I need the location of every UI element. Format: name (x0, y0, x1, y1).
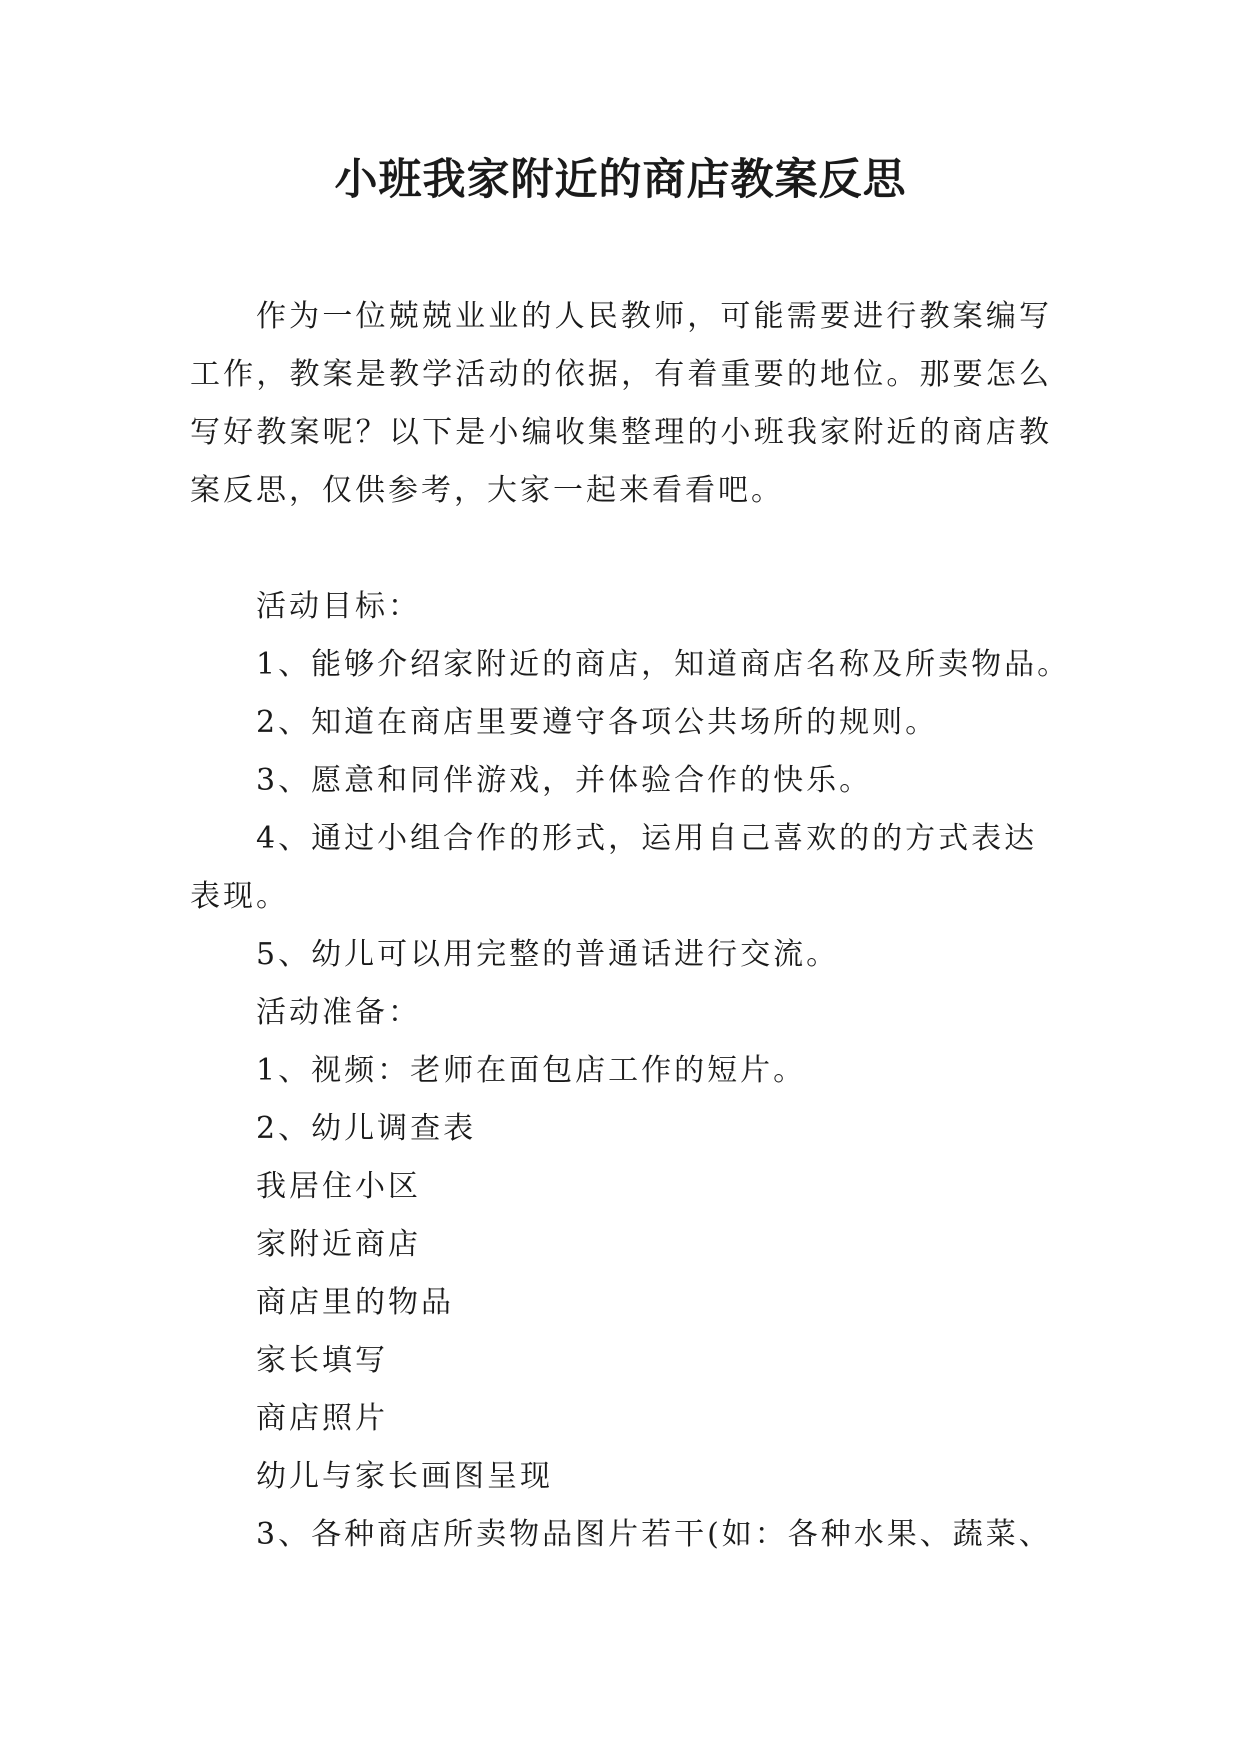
prep-item: 1、视频：老师在面包店工作的短片。 (256, 1053, 807, 1088)
goals-heading: 活动目标： (256, 589, 421, 624)
goal-item: 1、能够介绍家附近的商店，知道商店名称及所卖物品。 (256, 647, 1071, 682)
prep-item: 商店里的物品 (256, 1285, 454, 1320)
prep-item: 幼儿与家长画图呈现 (256, 1459, 553, 1494)
document-title: 小班我家附近的商店教案反思 (334, 155, 907, 205)
intro-paragraph: 作为一位兢兢业业的人民教师，可能需要进行教案编写工作，教案是教学活动的依据，有着重要的地位。那要怎么写好教案呢？以下是小编收集整理的小班我家附近的商店教案反思，仅供参考，大家一起来看看吧。 (190, 299, 1052, 508)
prep-item: 商店照片 (256, 1401, 388, 1436)
paragraph-spacer (190, 520, 1052, 578)
prep-heading: 活动准备： (256, 995, 421, 1030)
document-body (190, 288, 1071, 1564)
goal-item: 3、愿意和同伴游戏，并体验合作的快乐。 (256, 763, 873, 798)
prep-item: 2、幼儿调查表 (256, 1111, 477, 1146)
prep-item: 家附近商店 (256, 1227, 421, 1262)
goal-item: 5、幼儿可以用完整的普通话进行交流。 (256, 937, 840, 972)
prep-item: 3、各种商店所卖物品图片若干(如：各种水果、蔬菜、 (256, 1517, 1052, 1552)
goal-item: 4、通过小组合作的形式，运用自己喜欢的的方式表达表现。 (190, 821, 1038, 914)
goal-item: 2、知道在商店里要遵守各项公共场所的规则。 (256, 705, 939, 740)
prep-item: 我居住小区 (256, 1169, 421, 1204)
prep-item: 家长填写 (256, 1343, 388, 1378)
